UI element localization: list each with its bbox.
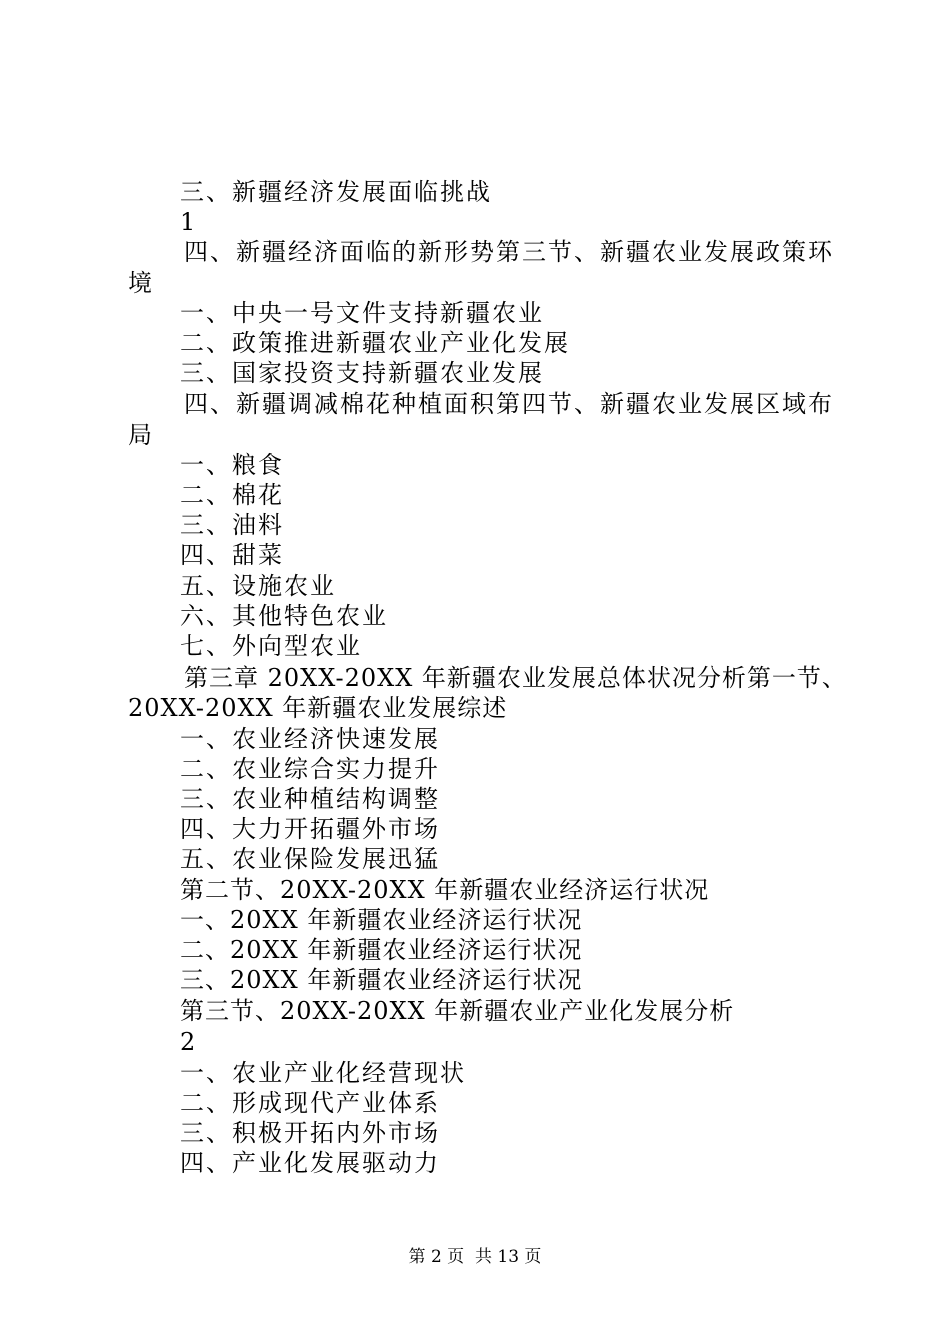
- text-line: 四、产业化发展驱动力: [180, 1149, 440, 1177]
- footer-page-number: 第 2 页: [408, 1247, 465, 1267]
- text-line: 一、中央一号文件支持新疆农业: [180, 299, 544, 327]
- text-line-continuation: 局: [128, 421, 154, 449]
- text-line: 三、国家投资支持新疆农业发展: [180, 359, 544, 387]
- text-line: 二、棉花: [180, 481, 284, 509]
- text-line: 四、大力开拓疆外市场: [180, 815, 440, 843]
- text-line: 六、其他特色农业: [180, 602, 388, 630]
- text-line: 三、农业种植结构调整: [180, 785, 440, 813]
- section-heading: 第三节、20XX-20XX 年新疆农业产业化发展分析: [180, 997, 735, 1025]
- text-line: 五、设施农业: [180, 572, 336, 600]
- text-line: 三、积极开拓内外市场: [180, 1119, 440, 1147]
- text-line: 一、农业产业化经营现状: [180, 1059, 466, 1087]
- text-line: 七、外向型农业: [180, 632, 362, 660]
- text-line: 四、甜菜: [180, 541, 284, 569]
- page-number-marker: 1: [180, 208, 198, 236]
- text-line-continuation: 20XX-20XX 年新疆农业发展综述: [128, 694, 508, 722]
- text-line: 一、农业经济快速发展: [180, 725, 440, 753]
- text-line: 三、20XX 年新疆农业经济运行状况: [180, 966, 583, 994]
- text-line: 二、政策推进新疆农业产业化发展: [180, 329, 570, 357]
- text-line: 一、20XX 年新疆农业经济运行状况: [180, 906, 583, 934]
- text-line: 五、农业保险发展迅猛: [180, 845, 440, 873]
- text-line: 二、形成现代产业体系: [180, 1089, 440, 1117]
- footer-total-pages: 共 13 页: [474, 1247, 542, 1267]
- text-line: 一、粮食: [180, 451, 284, 479]
- page-number-marker: 2: [180, 1028, 198, 1056]
- text-line: 三、新疆经济发展面临挑战: [180, 178, 492, 206]
- text-line: 四、新疆调减棉花种植面积第四节、新疆农业发展区域布: [184, 390, 834, 418]
- page-footer: [0, 1242, 950, 1267]
- text-line: 二、农业综合实力提升: [180, 755, 440, 783]
- text-line-continuation: 境: [128, 269, 154, 297]
- text-line: 四、新疆经济面临的新形势第三节、新疆农业发展政策环: [184, 238, 834, 266]
- text-line: 二、20XX 年新疆农业经济运行状况: [180, 936, 583, 964]
- text-line: 三、油料: [180, 511, 284, 539]
- chapter-heading: 第三章 20XX-20XX 年新疆农业发展总体状况分析第一节、: [184, 664, 847, 692]
- section-heading: 第二节、20XX-20XX 年新疆农业经济运行状况: [180, 876, 710, 904]
